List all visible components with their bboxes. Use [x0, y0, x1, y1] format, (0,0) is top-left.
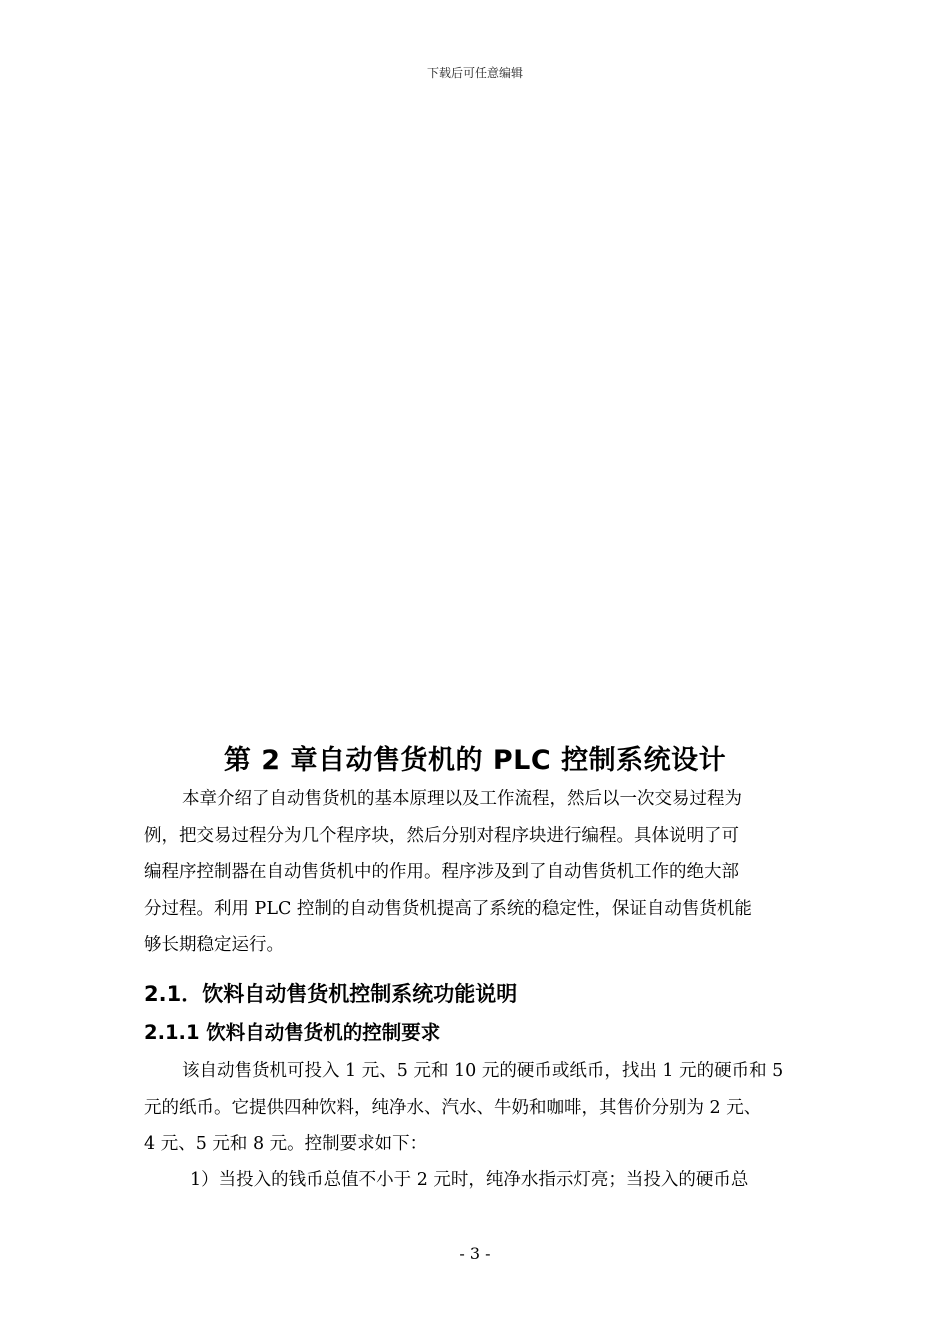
- paragraph-line: 4 元、5 元和 8 元。控制要求如下：: [144, 1134, 428, 1154]
- paragraph-line: 元的纸币。它提供四种饮料，纯净水、汽水、牛奶和咖啡，其售价分别为 2 元、: [144, 1097, 762, 1118]
- paragraph-line: 本章介绍了自动售货机的基本原理以及工作流程，然后以一次交易过程为: [182, 789, 742, 809]
- chapter-title: 第 2 章自动售货机的 PLC 控制系统设计: [223, 745, 727, 776]
- requirement-item-1: [144, 1162, 834, 1199]
- paragraph-line: 该自动售货机可投入 1 元、5 元和 10 元的硬币或纸币，找出 1 元的硬币和 5: [182, 1061, 784, 1081]
- paragraph-line: 分过程。利用 PLC 控制的自动售货机提高了系统的稳定性，保证自动售货机能: [144, 898, 752, 919]
- subsection-heading: 2.1.1 饮料自动售货机的控制要求: [144, 1021, 441, 1044]
- paragraph-line: 编程序控制器在自动售货机中的作用。程序涉及到了自动售货机工作的绝大部: [144, 862, 739, 882]
- paragraph-line: 例，把交易过程分为几个程序块，然后分别对程序块进行编程。具体说明了可: [144, 825, 739, 846]
- intro-paragraph: [144, 781, 834, 964]
- page-header: 下载后可任意编辑: [426, 66, 523, 80]
- list-item: 1）当投入的钱币总值不小于 2 元时，纯净水指示灯亮；当投入的硬币总: [190, 1170, 749, 1190]
- paragraph-line: 够长期稳定运行。: [144, 935, 284, 955]
- section-heading: 2.1．饮料自动售货机控制系统功能说明: [144, 982, 518, 1006]
- page-number: - 3 -: [459, 1244, 491, 1263]
- requirements-paragraph: [144, 1053, 834, 1163]
